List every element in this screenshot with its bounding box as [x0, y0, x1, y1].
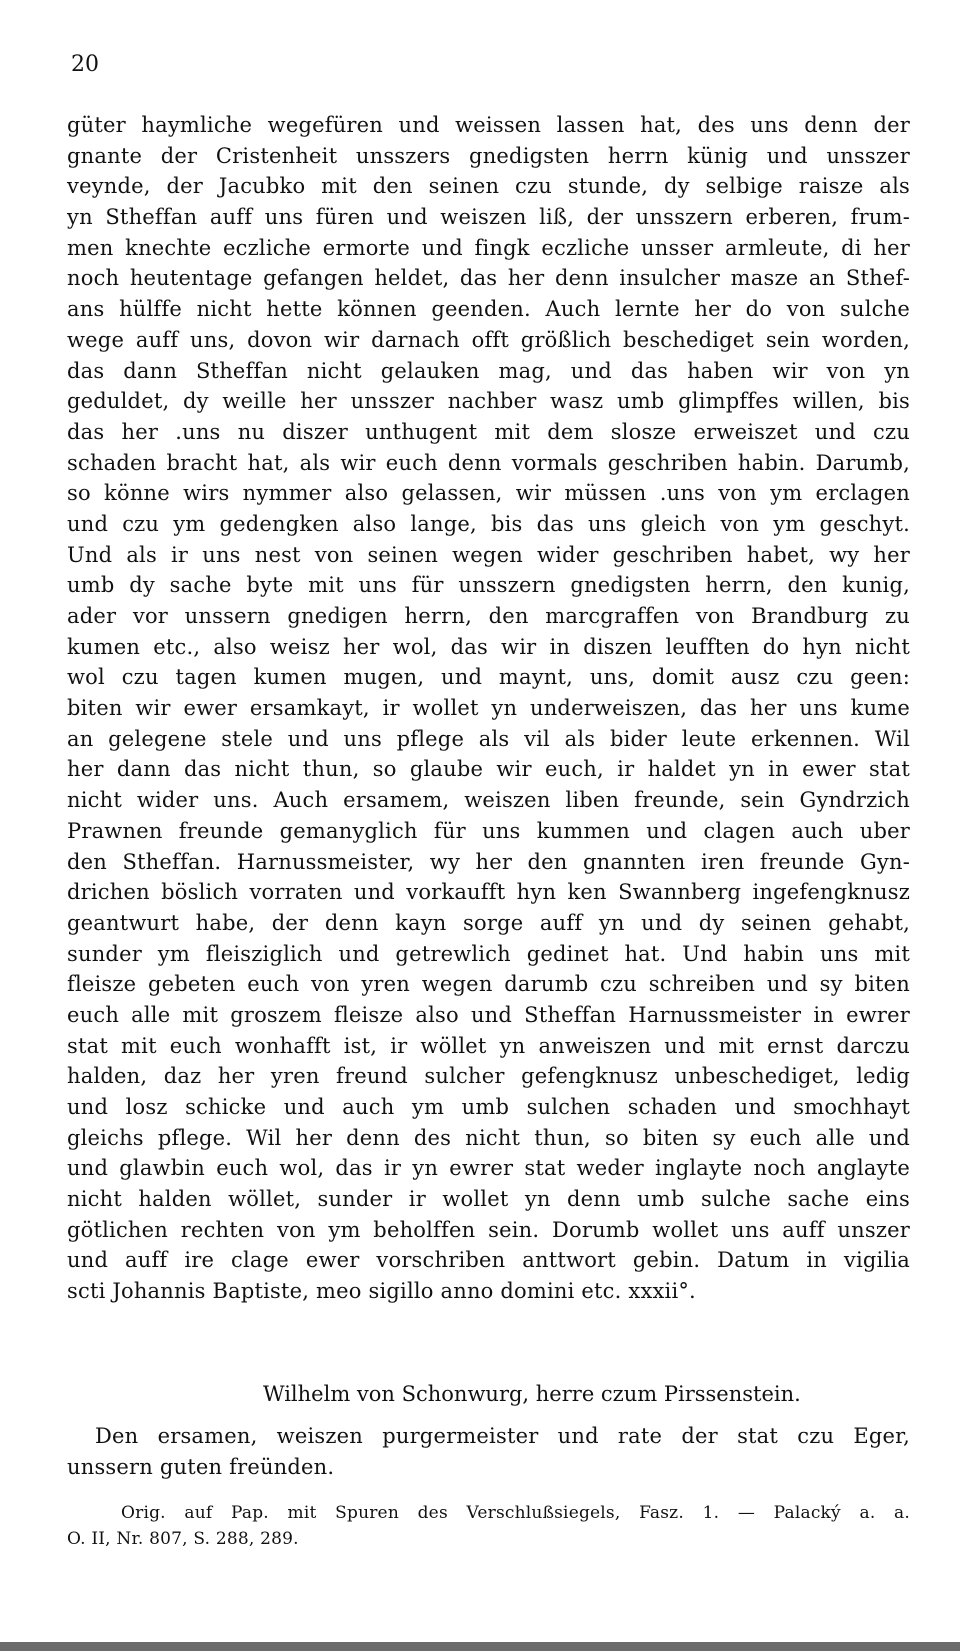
address-line: Den ersamen, weiszen purgermeister und rate der stat czu Eger, — [95, 1424, 910, 1448]
body-line: so könne wirs nymmer also gelassen, wir müssen .uns von ym erclagen — [67, 481, 910, 506]
body-line: schaden bracht hat, als wir euch denn vormals geschriben habin. Darumb, — [67, 450, 910, 475]
body-line: und czu ym gedengken also lange, bis das uns gleich von ym geschyt. — [67, 511, 910, 536]
body-line: gleichs pflege. Wil her denn des nicht thun, so biten sy euch alle und — [67, 1125, 910, 1150]
body-line: ader vor unssern gnedigen herrn, den marcgraffen von Brandburg zu — [67, 604, 910, 628]
body-line: fleisze gebeten euch von yren wegen darumb czu schreiben und sy biten — [67, 972, 910, 997]
body-line: stat mit euch wonhafft ist, ir wöllet yn anweiszen und mit ernst darczu — [67, 1033, 910, 1058]
source-footnote — [67, 1500, 910, 1552]
scan-edge-divider — [0, 1642, 960, 1651]
body-line: biten wir ewer ersamkayt, ir wollet yn underweiszen, das her uns kume — [67, 696, 910, 721]
body-line: güter haymliche wegefüren und weissen lassen hat, des uns denn der — [67, 113, 910, 137]
body-line: das her .uns nu diszer unthugent mit dem slosze erweiszet und czu — [67, 419, 910, 444]
footnote-line: Orig. auf Pap. mit Spuren des Verschlußsiegels, Fasz. 1. — Palacký a. a. — [121, 1503, 910, 1523]
body-line: das dann Stheffan nicht gelauken mag, und das haben wir von yn — [67, 358, 910, 383]
body-line: an gelegene stele und uns pflege als vil als bider leute erkennen. Wil — [67, 726, 910, 751]
footnote-line: O. II, Nr. 807, S. 288, 289. — [67, 1529, 299, 1549]
body-line-split: drichen böslich vorraten und vorkaufft hyn ken Swannberg ingefengknusz — [67, 880, 910, 905]
page-number: 20 — [71, 52, 99, 77]
body-line: veynde, der Jacubko mit den seinen czu stunde, dy selbige raisze als — [67, 174, 910, 199]
body-line: gnante der Cristenheit unsszers gnedigsten herrn künig und unsszer — [67, 143, 910, 168]
body-line: halden, daz her yren freund sulcher gefengknusz unbeschediget, ledig — [67, 1064, 910, 1089]
body-line: geantwurt habe, der denn kayn sorge auff yn und dy seinen gehabt, — [67, 910, 910, 935]
letter-body — [67, 110, 910, 1307]
signature: Wilhelm von Schonwurg, herre czum Pirssenstein. — [263, 1382, 801, 1406]
body-line-split: noch heutentage gefangen heldet, das her denn insulcher masze an Sthef- — [67, 266, 910, 291]
body-line: nicht halden wöllet, sunder ir wollet yn denn umb sulche sache eins — [67, 1187, 910, 1212]
body-line: sunder ym fleisziglich und getrewlich gedinet hat. Und habin uns mit — [67, 941, 910, 966]
body-line: kumen etc., also weisz her wol, das wir in diszen leufften do hyn nicht — [67, 634, 910, 659]
body-line: yn Stheffan auff uns füren und weiszen liß, der unsszern erberen, frum- — [67, 205, 910, 230]
body-line: her dann das nicht thun, so glaube wir euch, ir haldet yn in ewer stat — [67, 757, 910, 782]
body-line-last: scti Johannis Baptiste, meo sigillo anno domini etc. xxxii°. — [67, 1279, 696, 1304]
address-line: unssern guten freünden. — [67, 1455, 335, 1479]
body-line: geduldet, dy weille her unsszer nachber wasz umb glimpffes willen, bis — [67, 389, 910, 414]
body-line: wege auff uns, dovon wir darnach offt größlich beschediget sein worden, — [67, 327, 910, 352]
body-line: Und als ir uns nest von seinen wegen wider geschriben habet, wy her — [67, 542, 910, 567]
body-line: umb dy sache byte mit uns für unsszern gnedigsten herrn, den kunig, — [67, 573, 910, 598]
body-line: wol czu tagen kumen mugen, und maynt, uns, domit ausz czu geen: — [67, 665, 910, 690]
body-line: nicht wider uns. Auch ersamem, weiszen liben freunde, sein Gyndrzich — [67, 788, 910, 813]
body-line: euch alle mit groszem fleisze also und Stheffan Harnussmeister in ewrer — [67, 1002, 910, 1027]
body-line: und losz schicke und auch ym umb sulchen schaden und smochhayt — [67, 1095, 910, 1119]
body-line: men knechte eczliche ermorte und fingk eczliche unsser armleute, di her — [67, 235, 910, 260]
body-line-split: ans hülffe nicht hette können geenden. Auch lernte her do von sulche — [67, 297, 910, 322]
body-line: Prawnen freunde gemanyglich für uns kummen und clagen auch uber — [67, 818, 910, 843]
body-line-split: den Stheffan. Harnussmeister, wy her den gnannten iren freunde Gyn- — [67, 849, 910, 874]
body-line: und auff ire clage ewer vorschriben anttwort gebin. Datum in vigilia — [67, 1248, 910, 1273]
body-line: götlichen rechten von ym beholffen sein. Dorumb wollet uns auff unszer — [67, 1217, 910, 1242]
body-line: und glawbin euch wol, das ir yn ewrer stat weder inglayte noch anglayte — [67, 1156, 910, 1181]
address-block — [67, 1421, 910, 1483]
